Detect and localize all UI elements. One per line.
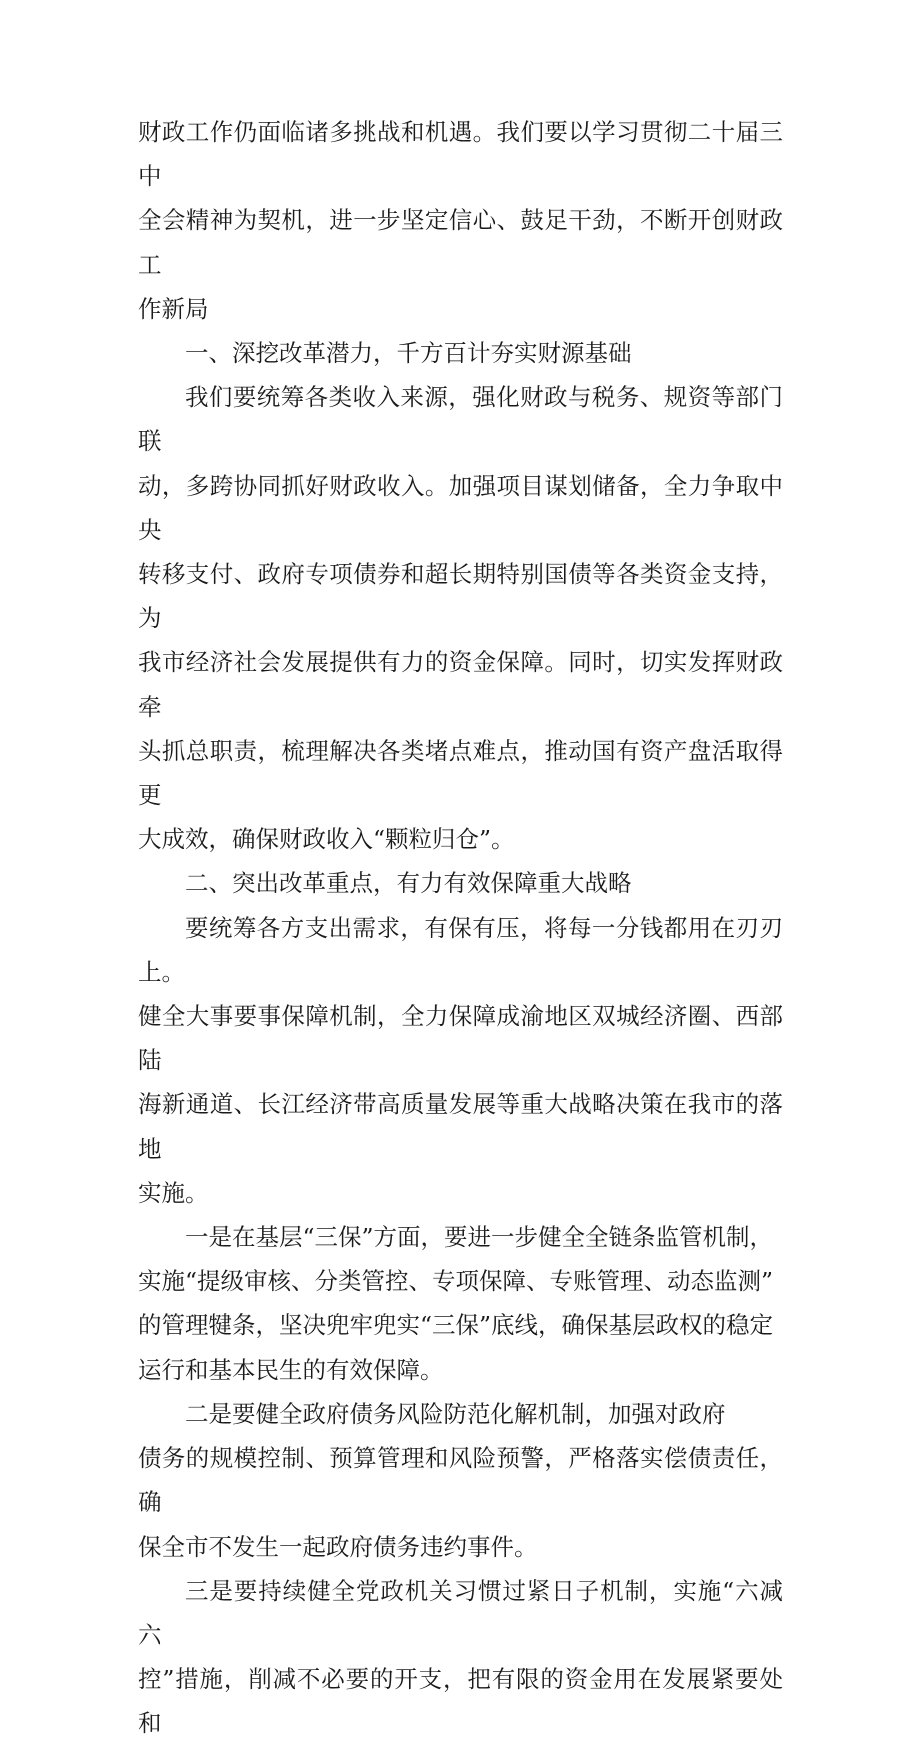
text-line: 动，多跨协同抓好财政收入。加强项目谋划储备，全力争取中央 [138, 471, 783, 544]
text-line: 转移支付、政府专项债券和超长期特别国债等各类资金支持，为 [138, 560, 783, 633]
heading-text: 一、深挖改革潜力，千方百计夯实财源基础 [185, 339, 632, 368]
paragraph-three-guarantees [138, 1215, 783, 1392]
section-heading-2 [138, 861, 783, 905]
text-line: 要统筹各方支出需求，有保有压，将每一分钱都用在刃刃上。 [138, 913, 783, 986]
text-line: 全会精神为契机，进一步坚定信心、鼓足干劲，不断开创财政工 [138, 206, 783, 279]
text-line: 二是要健全政府债务风险防范化解机制，加强对政府 [185, 1399, 726, 1428]
text-line: 运行和基本民生的有效保障。 [138, 1355, 444, 1384]
text-line: 我市经济社会发展提供有力的资金保障。同时，切实发挥财政牵 [138, 648, 783, 721]
text-line: 作新局 [138, 294, 209, 323]
paragraph-frugality [138, 1569, 783, 1746]
heading-text: 二、突出改革重点，有力有效保障重大战略 [185, 869, 632, 898]
text-line: 三是要持续健全党政机关习惯过紧日子机制，实施“六减六 [138, 1576, 783, 1649]
text-line: 的管理犍条，坚决兜牢兜实“三保”底线，确保基层政权的稳定 [138, 1311, 774, 1340]
document-body [138, 110, 783, 1746]
paragraph-revenue [138, 375, 783, 861]
paragraph-debt-risk [138, 1392, 783, 1569]
text-line: 大成效，确保财政收入“颗粒归仓”。 [138, 825, 515, 854]
text-line: 一是在基层“三保”方面，要进一步健全全链条监管机制， [185, 1223, 774, 1252]
text-line: 我们要统筹各类收入来源，强化财政与税务、规资等部门联 [138, 383, 783, 456]
text-line: 实施。 [138, 1178, 209, 1207]
text-line: 控”措施，削减不必要的开支，把有限的资金用在发展紧要处和 [138, 1665, 783, 1738]
paragraph-expenditure [138, 906, 783, 1215]
text-line: 头抓总职责，梳理解决各类堵点难点，推动国有资产盘活取得更 [138, 736, 783, 810]
text-line: 债务的规模控制、预算管理和风险预警，严格落实偿债责任，确 [138, 1444, 783, 1517]
text-line: 实施“提级审核、分类管控、专项保障、专账管理、动态监测” [138, 1267, 774, 1296]
text-line: 海新通道、长江经济带高质量发展等重大战略决策在我市的落地 [138, 1090, 783, 1163]
text-line: 健全大事要事保障机制，全力保障成渝地区双城经济圈、西部陆 [138, 1002, 783, 1075]
text-line: 保全市不发生一起政府债务违约事件。 [138, 1532, 538, 1561]
section-heading-1 [138, 331, 783, 375]
text-line: 财政工作仍面临诸多挑战和机遇。我们要以学习贯彻二十届三中 [138, 118, 783, 191]
paragraph-intro [138, 110, 783, 331]
